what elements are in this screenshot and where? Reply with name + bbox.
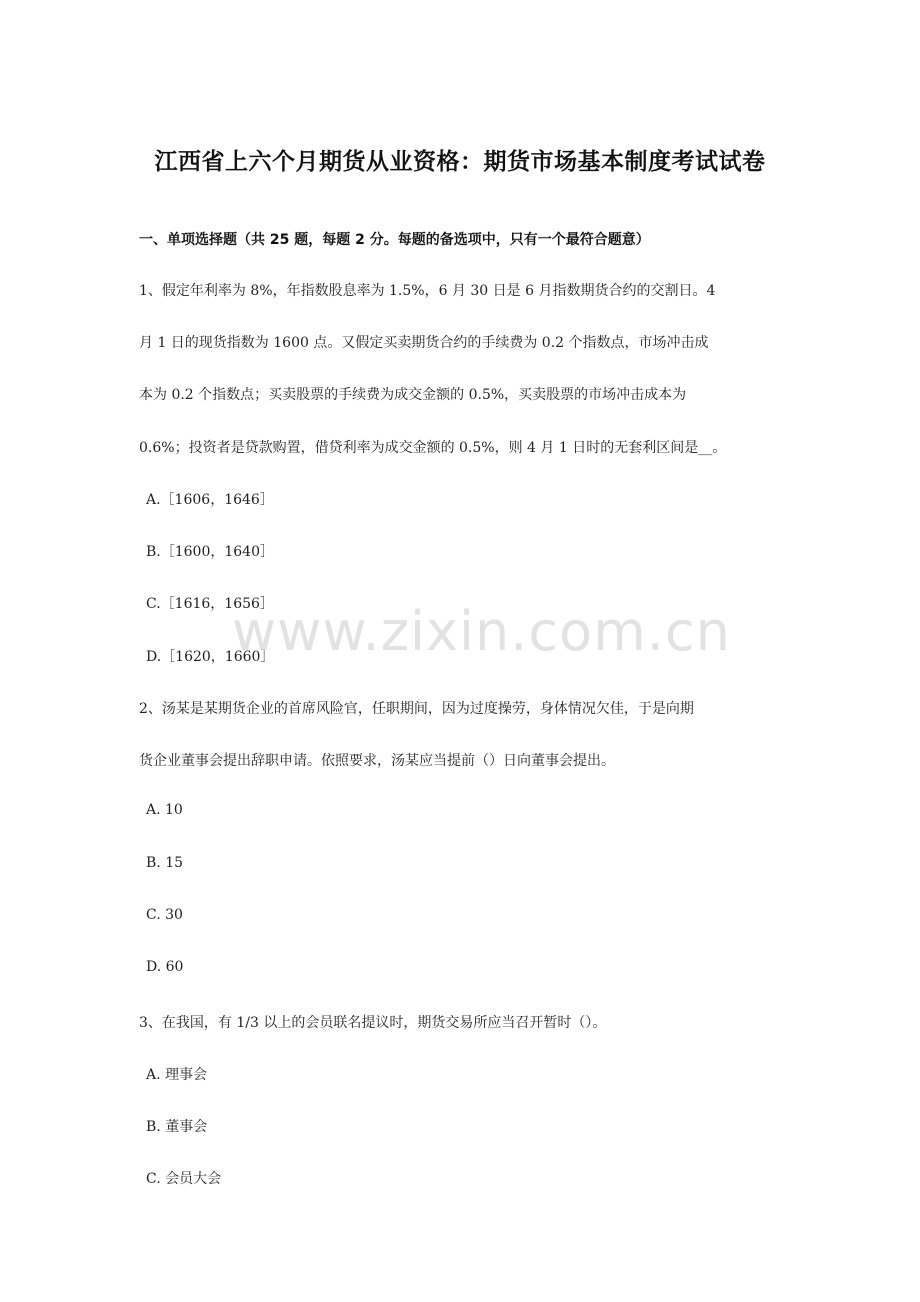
- question-1-option-c: C.［1616，1656］: [146, 596, 274, 612]
- question-2-line-1: 2、汤某是某期货企业的首席风险官，任职期间，因为过度操劳，身体情况欠佳，于是向期: [139, 701, 694, 717]
- question-1-option-a: A.［1606，1646］: [146, 492, 274, 508]
- question-2-line-2: 货企业董事会提出辞职申请。依照要求，汤某应当提前（）日向董事会提出。: [139, 753, 615, 769]
- question-3-option-a: A. 理事会: [146, 1067, 208, 1083]
- question-1-line-2: 月 1 日的现货指数为 1600 点。又假定买卖期货合约的手续费为 0.2 个指数点，市场冲击成: [139, 335, 709, 351]
- question-3-option-c: C. 会员大会: [146, 1171, 222, 1187]
- question-2-option-d: D. 60: [146, 959, 184, 975]
- question-1-line-1: 1、假定年利率为 8%，年指数股息率为 1.5%，6 月 30 日是 6 月指数期货合约的交割日。4: [139, 283, 716, 299]
- question-1-line-4: 0.6%；投资者是贷款购置，借贷利率为成交金额的 0.5%，则 4 月 1 日时的无套利区间是__。: [139, 440, 727, 456]
- question-2-option-a: A. 10: [146, 802, 183, 818]
- document-title: 江西省上六个月期货从业资格：期货市场基本制度考试试卷: [154, 149, 766, 175]
- question-1-option-d: D.［1620，1660］: [146, 649, 275, 665]
- question-2-option-b: B. 15: [146, 855, 184, 871]
- watermark: www.zixin.com.cn: [232, 600, 731, 663]
- question-3-line-1: 3、在我国，有 1/3 以上的会员联名提议时，期货交易所应当召开暂时（）。: [139, 1015, 607, 1031]
- question-2-option-c: C. 30: [146, 907, 183, 923]
- question-1-line-3: 本为 0.2 个指数点；买卖股票的手续费为成交金额的 0.5%，买卖股票的市场冲击成本为: [139, 387, 687, 403]
- section-heading: 一、单项选择题（共 25 题，每题 2 分。每题的备选项中，只有一个最符合题意）: [139, 232, 650, 248]
- question-3-option-b: B. 董事会: [146, 1119, 208, 1135]
- question-1-option-b: B.［1600，1640］: [146, 544, 274, 560]
